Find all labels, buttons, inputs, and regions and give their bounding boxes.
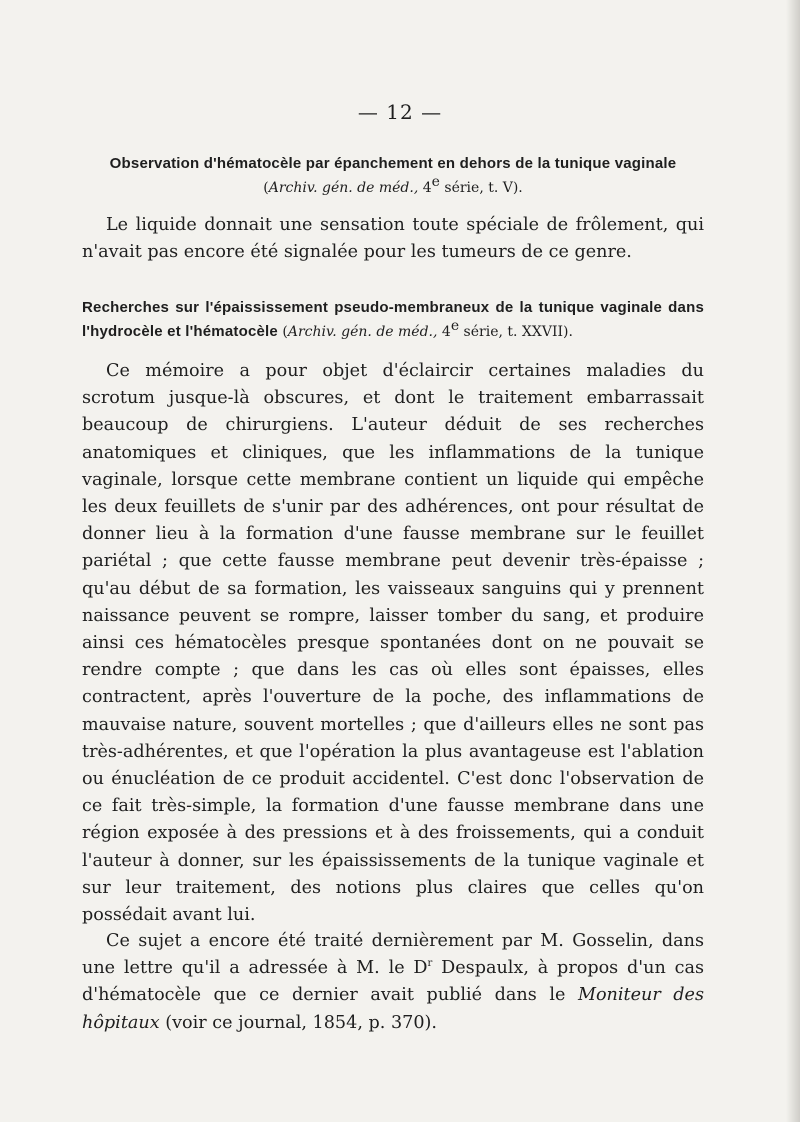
journal-title: Moniteur des hôpitaux xyxy=(82,985,704,1033)
section-1-source: Archiv. gén. de méd., xyxy=(268,180,419,196)
section-2-title: Recherches sur l'épaississement pseudo-membraneux de la tunique vaginale dans l'hydrocèle et l'hématocèle xyxy=(82,299,704,340)
final-paragraph xyxy=(82,928,704,1037)
final-paragraph-text: Ce sujet a encore été traité dernièrement par M. Gosselin, dans une lettre qu'il a adressée à M. le $D^r$ Despaulx, à propos d'un cas d'hématocèle que ce dernier avait publié dans le Moniteur des hôpitaux (voir ce journal, 1854, p. 370). xyxy=(82,931,704,1033)
page-number: — 12 — xyxy=(357,100,443,124)
section-2-heading: Recherches sur l'épaississement pseudo-membraneux de la tunique vaginale dans l'hydrocèle et l'hématocèle (Archiv. gén. de méd., 4e série, t. XXVII). xyxy=(82,299,704,340)
section-1-heading: Observation d'hématocèle par épanchement en dehors de la tunique vaginale (Archiv. gén. de méd., 4e série, t. V). xyxy=(109,155,677,196)
section-2 xyxy=(82,296,704,929)
section-2-source: Archiv. gén. de méd., xyxy=(287,324,438,340)
section-1-body: Le liquide donnait une sensation toute spéciale de frôlement, qui n'avait pas encore été signalée pour les tumeurs de ce genre. xyxy=(82,215,704,263)
section-1 xyxy=(82,152,704,266)
section-1-title: Observation d'hématocèle par épanchement en dehors de la tunique vaginale xyxy=(109,155,677,172)
section-2-body: Ce mémoire a pour objet d'éclaircir certaines maladies du scrotum jusque-là obscures, et dont le traitement embarrassait beaucoup de chirurgiens. L'auteur déduit de ses recherches anatomiques et cliniques, que les inflammations de la tunique vaginale, lorsque cette membrane contient un liquide qui empêche les deux feuillets de s'unir par des adhérences, ont pour résultat de donner lieu à la formation d'une fausse membrane sur le feuillet pariétal ; que cette fausse membrane peut devenir très-épaisse ; qu'au début de sa formation, les vaisseaux sanguins qui y prennent naissance peuvent se rompre, laisser tomber du sang, et produire ainsi ces hématocèles presque spontanées dont on ne pouvait se rendre compte ; que dans les cas où elles sont épaisses, elles contractent, après l'ouverture de la poche, des inflammations de mauvaise nature, souvent mortelles ; que d'ailleurs elles ne sont pas très-adhérentes, et que l'opération la plus avantageuse est l'ablation ou énucléation de ce produit accidentel. C'est donc l'observation de ce fait très-simple, la formation d'une fausse membrane dans une région exposée à des pressions et à des froissements, qui a conduit l'auteur à donner, sur les épaississements de la tunique vaginale et sur leur traitement, des notions plus claires que celles qu'on possédait avant lui. xyxy=(82,361,704,926)
